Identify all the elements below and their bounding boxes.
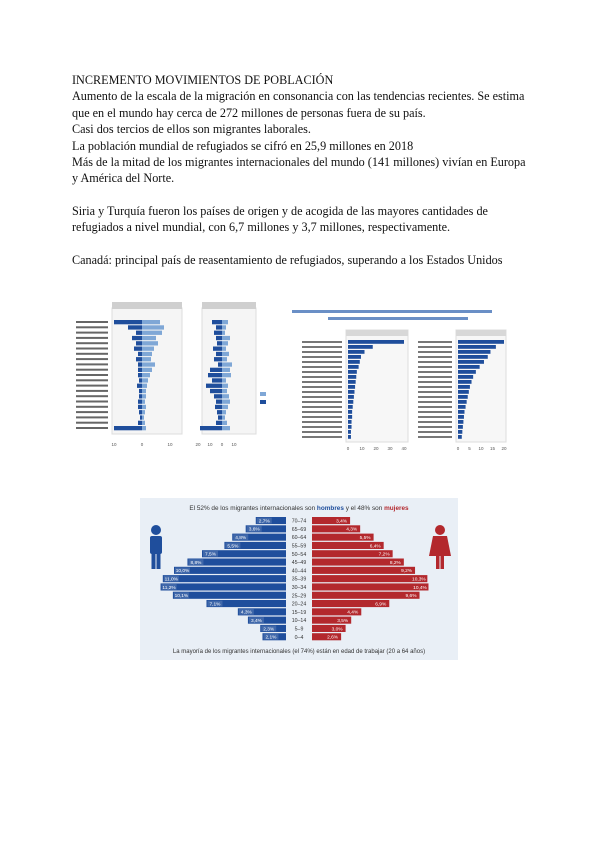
migrant-bar xyxy=(138,400,142,404)
migrant-bar xyxy=(138,373,142,377)
migrant-bar xyxy=(142,362,155,366)
country-label xyxy=(302,356,342,358)
female-value-label: 8,2% xyxy=(389,560,401,566)
country-label xyxy=(418,416,452,418)
destination-bar xyxy=(458,350,490,354)
refugee-bar xyxy=(210,389,222,393)
age-group-label: 25–29 xyxy=(291,593,307,600)
female-value-label: 9,2% xyxy=(401,569,413,575)
paragraph-6: Canadá: principal país de reasentamiento de refugiados, superando a los Estados Unidos xyxy=(72,252,503,267)
age-group-label: 5–9 xyxy=(294,626,304,633)
male-value-label: 3,6% xyxy=(248,527,260,533)
country-label xyxy=(418,356,452,358)
destination-bar xyxy=(458,345,496,349)
male-value-label: 5,5% xyxy=(227,544,239,550)
destination-bar xyxy=(458,405,466,409)
female-bar xyxy=(312,592,420,599)
migrant-bar xyxy=(138,368,142,372)
chart-subtitle xyxy=(328,317,468,320)
country-label xyxy=(418,396,452,398)
migrant-bar xyxy=(142,384,147,388)
refugee-bar xyxy=(208,373,222,377)
migrant-bar xyxy=(142,341,158,345)
paragraph-5: Siria y Turquía fueron los países de origen y de acogida de las mayores cantidades de refugiados a nivel mundial, con 6,7 millones y 3,7 millones, respectivamente. xyxy=(72,203,488,235)
female-bar xyxy=(312,583,428,590)
country-label xyxy=(418,366,452,368)
origin-bar xyxy=(348,365,359,369)
migrant-bar xyxy=(142,405,146,409)
country-label xyxy=(76,326,108,328)
destination-bar xyxy=(458,375,473,379)
migrant-bar xyxy=(142,357,151,361)
refugee-bar xyxy=(213,347,222,351)
country-label xyxy=(76,395,108,397)
origin-bar xyxy=(348,380,356,384)
origin-bar xyxy=(348,375,356,379)
female-value-label: 4,3% xyxy=(346,527,358,533)
country-label xyxy=(76,369,108,371)
age-group-label: 40–44 xyxy=(291,568,307,575)
refugee-bar xyxy=(222,331,225,335)
age-group-label: 20–24 xyxy=(291,601,307,608)
refugee-bar xyxy=(222,347,226,351)
migrant-bar xyxy=(142,373,150,377)
origin-bar xyxy=(348,410,352,414)
country-label xyxy=(76,411,108,413)
country-label xyxy=(418,386,452,388)
female-value-label: 9,6% xyxy=(405,594,417,600)
document-text xyxy=(72,72,532,268)
age-group-label: 15–19 xyxy=(291,609,307,616)
tick-label: 15 xyxy=(489,446,496,451)
refugee-bar xyxy=(214,394,222,398)
migrant-bar xyxy=(134,347,142,351)
right-figure xyxy=(288,300,508,460)
female-value-label: 7,2% xyxy=(378,552,390,558)
country-label xyxy=(76,363,108,365)
male-value-label: 11,0% xyxy=(164,577,178,583)
migrant-bar xyxy=(142,347,154,351)
refugee-bar xyxy=(200,426,222,430)
refugee-bar xyxy=(222,415,225,419)
refugee-bar xyxy=(222,378,226,382)
destination-bar xyxy=(458,370,476,374)
country-label xyxy=(76,427,108,429)
migrant-bar xyxy=(114,426,142,430)
tick-label: 0 xyxy=(220,442,224,447)
country-label xyxy=(418,436,452,438)
refugee-bar xyxy=(222,320,228,324)
refugee-bar xyxy=(217,410,222,414)
tick-label: 40 xyxy=(401,446,407,451)
age-group-label: 50–54 xyxy=(291,551,307,558)
origin-bar xyxy=(348,430,351,434)
country-label xyxy=(76,379,108,381)
country-label xyxy=(76,358,108,360)
paragraph-3: La población mundial de refugiados se cifró en 25,9 millones en 2018 xyxy=(72,138,414,153)
destination-bar xyxy=(458,420,463,424)
country-label xyxy=(302,346,342,348)
migrant-bar xyxy=(136,331,142,335)
refugee-bar xyxy=(217,341,222,345)
country-label xyxy=(76,390,108,392)
age-group-label: 60–64 xyxy=(291,535,307,542)
female-value-label: 2,6% xyxy=(327,635,339,641)
tick-label: 0 xyxy=(140,442,144,447)
country-label xyxy=(302,406,342,408)
origin-bar xyxy=(348,395,354,399)
country-label xyxy=(302,391,342,393)
male-value-label: 7,1% xyxy=(209,602,221,608)
migrant-bar xyxy=(142,394,146,398)
refugee-bar xyxy=(222,373,231,377)
origin-bar xyxy=(348,435,351,439)
tick-label: 20 xyxy=(501,446,507,451)
country-label xyxy=(302,386,342,388)
destination-bar xyxy=(458,340,504,344)
male-bar xyxy=(163,575,286,582)
refugee-bar xyxy=(222,336,230,340)
heading: INCREMENTO MOVIMIENTOS DE POBLACIÓN xyxy=(72,73,334,87)
country-label xyxy=(418,376,452,378)
tick-label: 30 xyxy=(387,446,393,451)
female-value-label: 3,4% xyxy=(336,519,348,525)
age-group-label: 30–34 xyxy=(291,585,307,591)
refugee-bar xyxy=(222,341,228,345)
refugee-bar xyxy=(222,384,228,388)
male-value-label: 10,0% xyxy=(175,569,190,575)
destination-bar xyxy=(458,355,488,359)
migrant-bar xyxy=(138,405,142,409)
tick-label: 10 xyxy=(231,442,237,447)
refugee-bar xyxy=(216,352,222,356)
origin-bar xyxy=(348,340,404,344)
origin-bar xyxy=(348,360,360,364)
country-label xyxy=(76,416,108,418)
age-group-label: 70–74 xyxy=(291,518,307,525)
origin-bar xyxy=(348,355,361,359)
country-label xyxy=(76,342,108,344)
legend-swatch-refugees xyxy=(260,400,266,404)
refugee-bar xyxy=(222,421,227,425)
male-bar xyxy=(161,583,286,590)
country-label xyxy=(76,321,108,323)
migrant-bar xyxy=(139,394,142,398)
origin-bar xyxy=(348,420,352,424)
destination-bar xyxy=(458,395,468,399)
destination-bar xyxy=(458,410,464,414)
country-label xyxy=(302,421,342,423)
age-group-label: 45–49 xyxy=(291,560,307,567)
refugee-bar xyxy=(222,325,226,329)
country-label xyxy=(302,351,342,353)
destination-bar xyxy=(458,415,464,419)
paragraph-4: Más de la mitad de los migrantes internacionales del mundo (141 millones) vivían en Europa y América del Norte. xyxy=(72,155,526,186)
origin-bar xyxy=(348,400,353,404)
refugee-bar xyxy=(222,426,230,430)
country-label xyxy=(302,416,342,418)
country-label xyxy=(302,381,342,383)
country-label xyxy=(418,346,452,348)
age-group-label: 55–59 xyxy=(291,543,307,550)
origin-bar xyxy=(348,405,353,409)
refugee-bar xyxy=(222,357,227,361)
migrant-bar xyxy=(139,378,142,382)
destination-bar xyxy=(458,380,472,384)
country-label xyxy=(302,401,342,403)
destination-bar xyxy=(458,435,462,439)
country-label xyxy=(76,337,108,339)
migrant-bar xyxy=(139,389,142,393)
origin-bar xyxy=(348,385,355,389)
chart-title xyxy=(292,310,492,313)
country-label xyxy=(418,431,452,433)
female-bar xyxy=(312,567,415,574)
country-label xyxy=(418,341,452,343)
destination-bar xyxy=(458,360,484,364)
country-label xyxy=(302,366,342,368)
origin-bar xyxy=(348,345,373,349)
country-label xyxy=(76,401,108,403)
refugee-bar xyxy=(214,331,222,335)
male-value-label: 8,8% xyxy=(190,560,202,566)
refugee-bar xyxy=(222,405,228,409)
refugee-bar xyxy=(216,400,222,404)
male-value-label: 2,3% xyxy=(263,627,275,633)
country-label xyxy=(418,361,452,363)
migrant-bar xyxy=(142,389,146,393)
refugee-bar xyxy=(216,325,222,329)
female-value-label: 10,3% xyxy=(412,577,426,583)
origin-bar xyxy=(348,350,365,354)
migrant-bar xyxy=(142,368,152,372)
paragraph-2: Casi dos tercios de ellos son migrantes laborales. xyxy=(72,122,311,137)
migrant-bar xyxy=(142,378,148,382)
migrant-bar xyxy=(139,410,142,414)
country-label xyxy=(418,411,452,413)
country-label xyxy=(418,371,452,373)
migrant-bar xyxy=(142,426,146,430)
male-value-label: 10,1% xyxy=(174,594,189,600)
origin-bar xyxy=(348,390,354,394)
refugee-bar xyxy=(218,415,222,419)
country-label xyxy=(302,426,342,428)
age-group-label: 65–69 xyxy=(291,526,307,533)
country-label xyxy=(418,406,452,408)
migrant-bar xyxy=(142,325,164,329)
male-value-label: 4,8% xyxy=(235,536,247,541)
destination-bar xyxy=(458,390,469,394)
migrant-bar xyxy=(136,341,142,345)
country-label xyxy=(76,353,108,355)
legend-swatch-migrants xyxy=(260,392,266,396)
female-value-label: 10,4% xyxy=(413,585,427,591)
refugee-bar xyxy=(212,320,222,324)
refugee-bar xyxy=(214,357,222,361)
tick-label: 0 xyxy=(346,446,350,451)
male-value-label: 4,3% xyxy=(240,610,252,616)
migrant-bar xyxy=(138,421,142,425)
country-label xyxy=(418,391,452,393)
female-value-label: 3,0% xyxy=(331,627,343,633)
country-label xyxy=(418,421,452,423)
country-label xyxy=(418,401,452,403)
country-label xyxy=(302,396,342,398)
refugee-bar xyxy=(222,368,230,372)
refugee-bar xyxy=(212,378,222,382)
country-label xyxy=(302,341,342,343)
migrant-bar xyxy=(142,415,144,419)
origin-bar xyxy=(348,370,357,374)
age-group-label: 35–39 xyxy=(291,576,307,583)
refugee-bar xyxy=(215,405,222,409)
male-value-label: 3,4% xyxy=(250,619,262,624)
country-label xyxy=(418,426,452,428)
refugee-bar xyxy=(222,389,227,393)
destination-bar xyxy=(458,430,462,434)
refugee-bar xyxy=(222,394,229,398)
refugee-bar xyxy=(216,421,222,425)
female-value-label: 5,5% xyxy=(359,536,371,541)
tick-label: 20 xyxy=(195,442,201,447)
country-label xyxy=(302,361,342,363)
pyramid-footer: La mayoría de los migrantes internacionales (el 74%) están en edad de trabajar (20 a 64 años) xyxy=(172,649,426,655)
pyramid-title: El 52% de los migrantes internacionales son hombres y el 48% son mujeres xyxy=(189,505,409,512)
refugee-bar xyxy=(222,410,226,414)
country-label xyxy=(76,385,108,387)
left-figure xyxy=(72,300,272,460)
male-value-label: 11,2% xyxy=(162,585,176,591)
migrant-bar xyxy=(142,421,145,425)
female-value-label: 6,4% xyxy=(369,544,381,550)
origin-bar xyxy=(348,425,352,429)
country-label xyxy=(76,374,108,376)
migrant-bar xyxy=(142,320,160,324)
male-bar xyxy=(174,567,286,574)
migrant-bar xyxy=(142,410,145,414)
female-value-label: 3,5% xyxy=(337,619,349,624)
migrant-bar xyxy=(132,336,142,340)
tick-label: 10 xyxy=(111,442,117,447)
migrant-bar xyxy=(142,400,145,404)
migrant-bar xyxy=(137,384,142,388)
country-label xyxy=(302,431,342,433)
male-person-icon xyxy=(150,525,162,569)
country-label xyxy=(302,436,342,438)
migrant-bar xyxy=(138,362,142,366)
migrant-bar xyxy=(142,352,152,356)
age-group-label: 0–4 xyxy=(294,634,304,641)
paragraph-1: Aumento de la escala de la migración en consonancia con las tendencias recientes. Se estima que en el mundo hay cerca de 272 millones de personas fuera de su país. xyxy=(72,89,525,120)
migrant-bar xyxy=(142,336,156,340)
tick-label: 10 xyxy=(207,442,213,447)
female-value-label: 6,9% xyxy=(375,602,387,608)
country-label xyxy=(302,371,342,373)
country-label xyxy=(302,376,342,378)
country-label xyxy=(302,411,342,413)
refugee-bar xyxy=(222,400,230,404)
male-bar xyxy=(173,592,286,599)
migrant-bar xyxy=(140,415,142,419)
refugee-bar xyxy=(222,362,232,366)
country-label xyxy=(76,422,108,424)
destination-bar xyxy=(458,365,480,369)
tick-label: 10 xyxy=(167,442,173,447)
migrant-bar xyxy=(142,331,162,335)
pyramid-figure xyxy=(140,498,458,660)
refugee-bar xyxy=(222,352,229,356)
pyramid-svg xyxy=(140,498,458,660)
refugee-bar xyxy=(218,362,222,366)
tick-label: 5 xyxy=(468,446,471,451)
refugee-bar xyxy=(216,336,222,340)
age-group-label: 10–14 xyxy=(291,618,307,625)
female-bar xyxy=(312,575,427,582)
migrant-bar xyxy=(136,357,142,361)
refugee-bar xyxy=(206,384,222,388)
origin-bar xyxy=(348,415,352,419)
country-label xyxy=(76,406,108,408)
male-value-label: 7,5% xyxy=(205,552,216,558)
country-label xyxy=(418,381,452,383)
male-value-label: 2,1% xyxy=(265,635,277,641)
destination-bar xyxy=(458,400,467,404)
female-person-icon xyxy=(429,525,451,569)
migrant-bar xyxy=(114,320,142,324)
country-label xyxy=(76,332,108,334)
migrant-bar xyxy=(138,352,142,356)
migrant-bar xyxy=(128,325,142,329)
refugee-bar xyxy=(210,368,222,372)
female-value-label: 4,4% xyxy=(347,610,359,616)
tick-label: 0 xyxy=(456,446,460,451)
country-label xyxy=(418,351,452,353)
male-value-label: 2,7% xyxy=(258,519,270,525)
destination-bar xyxy=(458,425,463,429)
tick-label: 20 xyxy=(373,446,379,451)
tick-label: 10 xyxy=(478,446,484,451)
tick-label: 10 xyxy=(359,446,365,451)
destination-bar xyxy=(458,385,470,389)
country-label xyxy=(76,348,108,350)
